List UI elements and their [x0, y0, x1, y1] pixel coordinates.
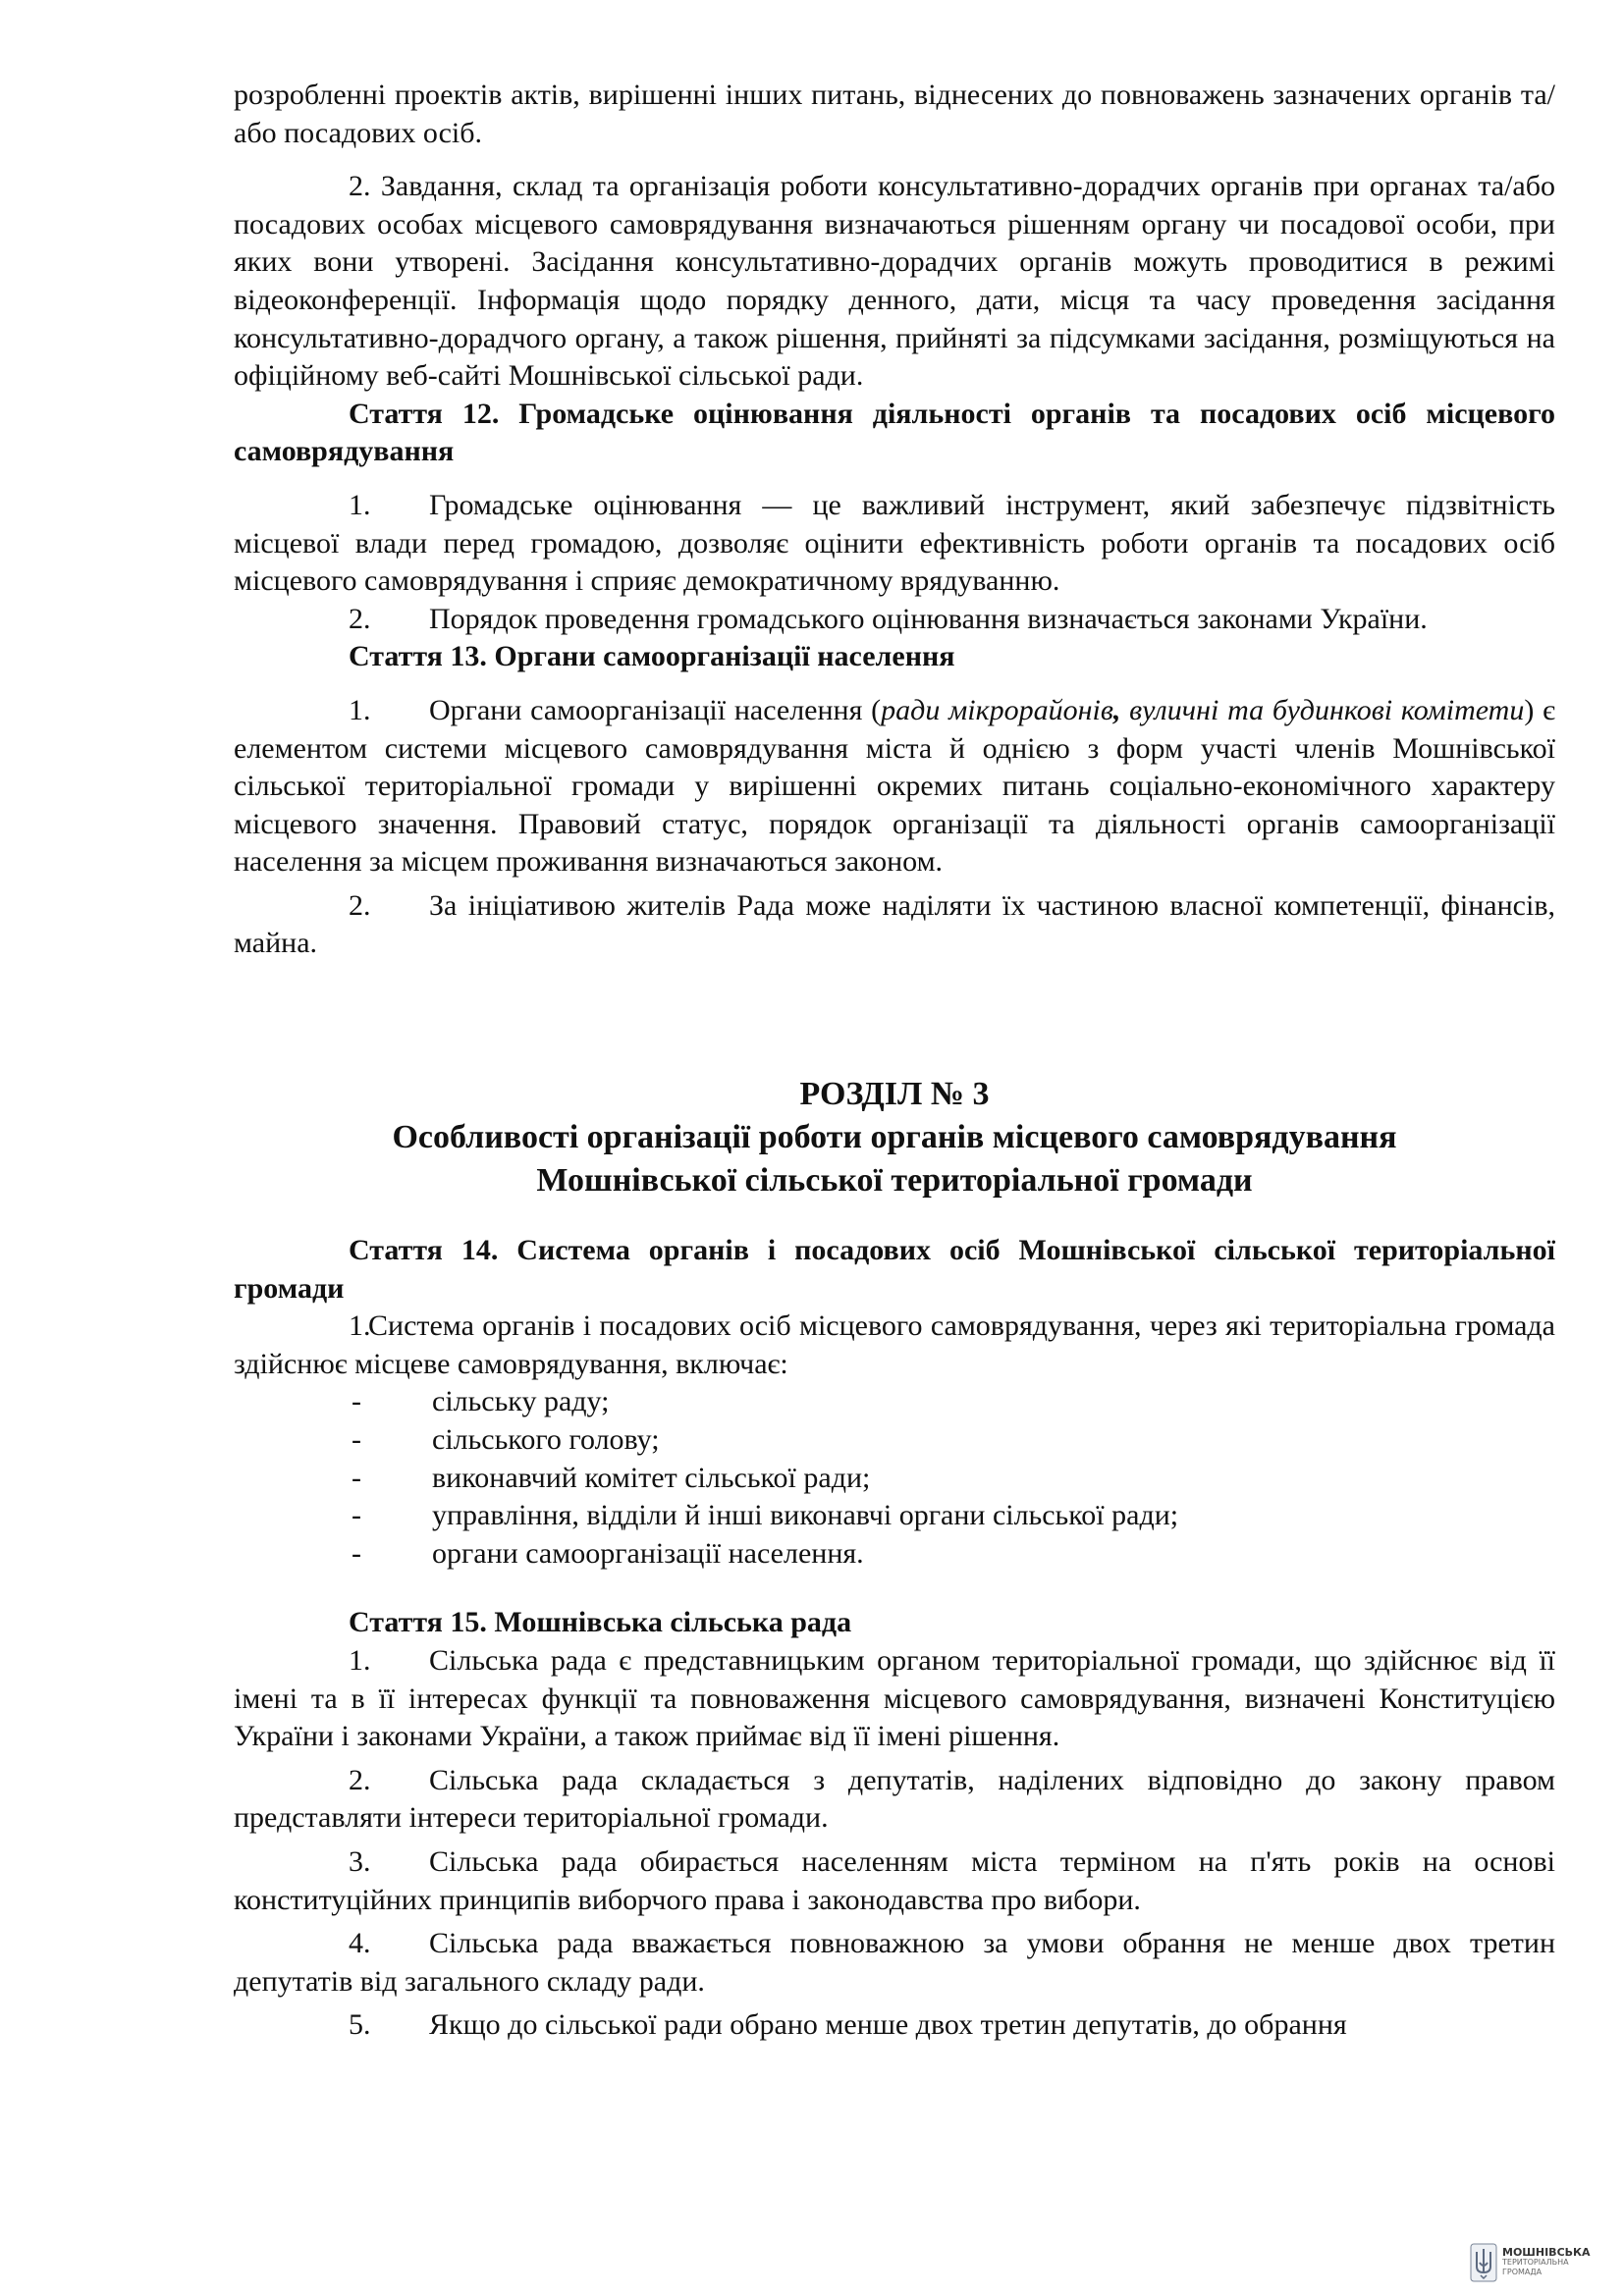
- article-15-item-2: [234, 1762, 1555, 1838]
- list-item: - виконавчий комітет сільської ради;: [352, 1461, 871, 1494]
- item-text: Сільська рада є представницьким органом територіальної громади, що здійснює від її імені та в її інтересах функції та повноваження місцевого самоврядування, визначені Конституцією України і законами України, а також приймає від її імені рішення.: [234, 1644, 1555, 1753]
- italic-text: ради мікрорайонів: [881, 693, 1113, 726]
- article-12-item-2: [234, 601, 1555, 639]
- list-item: - сільську раду;: [352, 1385, 610, 1418]
- item-number: 5.: [349, 2008, 371, 2042]
- article-14-list: [234, 1383, 1555, 1573]
- article-13-item-2: [234, 887, 1555, 963]
- section-title-line-2: Мошнівської сільської територіальної громади: [536, 1162, 1253, 1200]
- item-text: Сільська рада складається з депутатів, наділених відповідно до закону правом представляти інтереси територіальної громади.: [234, 1763, 1555, 1835]
- item-number: 3.: [349, 1844, 371, 1878]
- item-number: 1.: [349, 1309, 371, 1343]
- article-12-item-1: [234, 487, 1555, 601]
- item-number: 4.: [349, 1927, 371, 1960]
- article-13-item-1: 1. Органи самоорганізації населення (ради мікрорайонів, вуличні та будинкові комітети) є елементом системи місцевого самоврядування міста й однією з форм участі членів Мошнівської сільської територіальної громади у вирішенні окремих питань соціально-економічного характеру місцевого значення. Правовий статус, порядок організації та діяльності органів самоорганізації населення за місцем проживання визначаються законом.: [234, 693, 1555, 879]
- article-14-title: Стаття 14. Система органів і посадових осіб Мошнівської сільської територіальної громади: [234, 1234, 1555, 1305]
- community-logo: [1470, 2241, 1607, 2284]
- list-item: - сільського голову;: [352, 1423, 660, 1457]
- section-title-line-1: Особливості організації роботи органів місцевого самоврядування: [392, 1119, 1397, 1156]
- item-text: За ініціативою жителів Рада може наділяти їх частиною власної компетенції, фінансів, майна.: [234, 888, 1555, 960]
- item-text: Сільська рада обирається населенням міста терміном на п'ять років на основі конституційних принципів виборчого права і законодавства про вибори.: [234, 1844, 1555, 1916]
- item-number: 1.: [349, 488, 371, 521]
- article-15-item-1: [234, 1642, 1555, 1756]
- intro-continuation: розробленні проектів актів, вирішенні інших питань, віднесених до повноважень зазначених органів та/або посадових осіб.: [234, 79, 1555, 149]
- item-text: Сільська рада вважається повноважною за умови обрання не менше двох третин депутатів від загального складу ради.: [234, 1927, 1555, 1998]
- article-15-title: Стаття 15. Мошнівська сільська рада: [349, 1606, 852, 1639]
- section-number: РОЗДІЛ № 3: [799, 1076, 990, 1113]
- section-3-heading: [234, 1073, 1555, 1202]
- logo-text: МОШНІВСЬКА ТЕРИТОРІАЛЬНА ГРОМАДА: [1502, 2246, 1591, 2276]
- article-15-item-4: [234, 1925, 1555, 2001]
- trident-emblem-icon: [1470, 2243, 1497, 2282]
- article-15-item-3: [234, 1843, 1555, 1919]
- intro-paragraph-2: 2. Завдання, склад та організація роботи консультативно-дорадчих органів при органах та/або посадових особах місцевого самоврядування визначаються рішенням органу чи посадової особи, при яких вони утворені. Засідання консультативно-дорадчих органів можуть проводитися в режимі відеоконференції. Інформація щодо порядку денного, дати, місця та часу проведення засідання консультативно-дорадчого органу, а також рішення, прийняті за підсумками засідання, розміщуються на офіційному веб-сайті Мошнівської сільської ради.: [234, 170, 1555, 393]
- item-number: 2.: [349, 602, 371, 635]
- document-page: [234, 77, 1555, 2045]
- item-text: Якщо до сільської ради обрано менше двох третин депутатів, до обрання: [429, 2008, 1347, 2042]
- article-13-title: Стаття 13. Органи самоорганізації населення: [349, 640, 955, 673]
- item-text: Порядок проведення громадського оцінювання визначається законами України.: [429, 602, 1428, 635]
- item-number: 1.: [349, 693, 371, 726]
- article-14-item-1: [234, 1308, 1555, 1383]
- item-text: Система органів і посадових осіб місцевого самоврядування, через які територіальна громада здійснює місцеве самоврядування, включає:: [234, 1309, 1555, 1380]
- article-15-item-5: [234, 2006, 1555, 2045]
- item-text: Громадське оцінювання — це важливий інструмент, який забезпечує підзвітність місцевої влади перед громадою, дозволяє оцінити ефективність роботи органів та посадових осіб місцевого самоврядування і сприяє демократичному врядуванню.: [234, 488, 1555, 598]
- list-item: - управління, відділи й інші виконавчі органи сільської ради;: [352, 1499, 1179, 1532]
- article-12-title: Стаття 12. Громадське оцінювання діяльності органів та посадових осіб місцевого самоврядування: [234, 397, 1555, 468]
- item-number: 2.: [349, 888, 371, 922]
- item-number: 2.: [349, 1763, 371, 1796]
- italic-text: вуличні та будинкові комітети: [1120, 693, 1525, 726]
- list-item: - органи самоорганізації населення.: [352, 1536, 864, 1570]
- item-number: 1.: [349, 1644, 371, 1677]
